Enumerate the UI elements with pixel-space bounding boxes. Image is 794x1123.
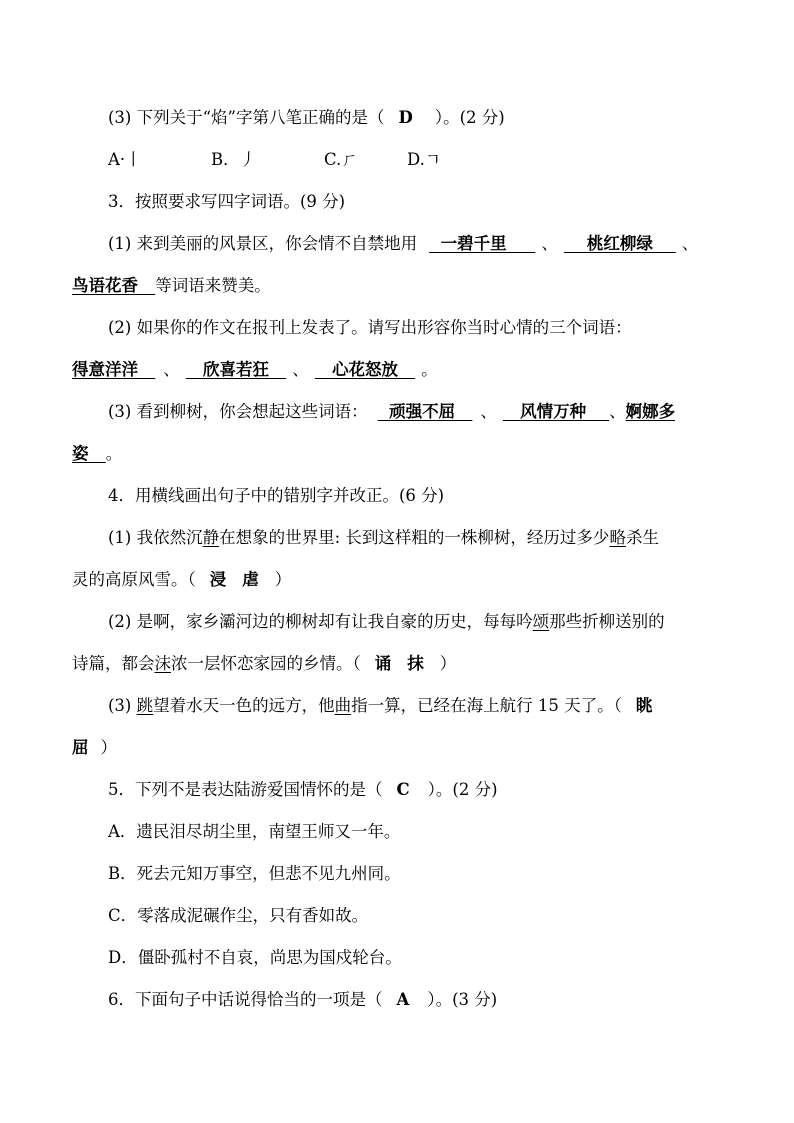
q4-s2-correction-2: 抹 — [407, 654, 424, 673]
q3-sub2-answer-1: 得意洋洋 — [72, 360, 138, 379]
typo-mark: 跳 — [136, 696, 154, 715]
q3-sub3-answer-1: 顽强不屈 — [389, 402, 456, 421]
q3-sub1-answer-2: 桃红柳绿 — [586, 234, 653, 253]
q4-title: 4．用横线画出句子中的错别字并改正。(6 分) — [108, 486, 445, 505]
q3-sub3-answer-2: 风情万种 — [520, 402, 587, 421]
q4-s1-correction-2: 虐 — [242, 570, 259, 589]
q4-s3-cont: 屈 ） — [72, 738, 117, 757]
q4-s2-cont: 诗篇，都会沫浓一层怀恋家园的乡情。（ 诵 抹 ） — [72, 654, 457, 673]
q3-sub3-answer-3-end: 姿 — [72, 444, 89, 463]
q5-answer: C — [396, 780, 410, 799]
typo-mark: 沫 — [154, 654, 171, 673]
option-d: D.ㄱ — [407, 150, 441, 169]
q3-sub3-cont: 姿 。 — [72, 444, 123, 463]
q4-s1: (1) 我依然沉静在想象的世界里: 长到这样粗的一株柳树，经历过多少略杀生 — [108, 528, 659, 547]
q6-stem: 6．下面句子中话说得恰当的一项是（ A ）。(3 分) — [108, 990, 498, 1009]
q6-answer: A — [396, 990, 410, 1009]
q3-sub1-cont: 鸟语花香 等词语来赞美。 — [72, 276, 271, 295]
q3-sub2-answer-3: 心花怒放 — [331, 360, 398, 379]
q5-stem: 5．下列不是表达陆游爱国情怀的是（ C ）。(2 分) — [108, 780, 498, 799]
q4-s3-correction-1: 眺 — [635, 696, 653, 715]
q3-sub1-answer-1: 一碧千里 — [440, 234, 507, 253]
option-a: A·丨 — [108, 150, 142, 169]
typo-mark: 略 — [609, 528, 626, 547]
q3-sub1-answer-3: 鸟语花香 — [72, 276, 138, 295]
q5-option-d: D．僵卧孤村不自哀，尚思为国戍轮台。 — [108, 948, 402, 967]
typo-mark: 曲 — [334, 696, 352, 715]
q4-s2: (2) 是啊，家乡灞河边的柳树却有让我自豪的历史，每每吟颂那些折柳送别的 — [108, 612, 665, 631]
typo-mark: 颂 — [532, 612, 550, 631]
q5-option-b: B．死去元知万事空，但悲不见九州同。 — [108, 864, 401, 883]
q4-s3: (3) 跳望着水天一色的远方，他曲指一算，已经在海上航行 15 天了。（ 眺 — [108, 696, 653, 715]
q4-s1-correction-1: 浸 — [209, 570, 227, 589]
q4-s1-cont: 灵的高原风雪。（ 浸 虐 ） — [72, 570, 292, 589]
q5-option-c: C．零落成泥碾作尘，只有香如故。 — [108, 906, 369, 925]
q3-sub2-answers: 得意洋洋 、 欣喜若狂 、 心花怒放 。 — [72, 360, 438, 379]
q3-sub1: (1) 来到美丽的风景区，你会情不自禁地用 一碧千里 、 桃红柳绿 、 — [108, 234, 699, 253]
typo-mark: 静 — [202, 528, 220, 547]
q5-option-a: A．遗民泪尽胡尘里，南望王师又一年。 — [108, 822, 401, 841]
option-c: C.ㄏ — [324, 150, 358, 169]
q2-3-stem: (3) 下列关于“焰”字第八笔正确的是（ D ）。(2 分) — [108, 108, 505, 127]
q3-sub3-answer-3: 婀娜多 — [625, 402, 676, 421]
q4-s3-correction-2: 屈 — [72, 738, 89, 757]
q4-s2-correction-1: 诵 — [374, 654, 392, 673]
q3-sub2-answer-2: 欣喜若狂 — [202, 360, 269, 379]
q3-sub3: (3) 看到柳树，你会想起这些词语： 顽强不屈 、 风情万种 、婀娜多 — [108, 402, 676, 421]
q3-sub2: (2) 如果你的作文在报刊上发表了。请写出形容你当时心情的三个词语： — [108, 318, 632, 337]
q3-title: 3．按照要求写四字词语。(9 分) — [108, 192, 346, 211]
q2-3-answer: D — [398, 108, 413, 127]
option-b: B．丿 — [211, 150, 257, 169]
